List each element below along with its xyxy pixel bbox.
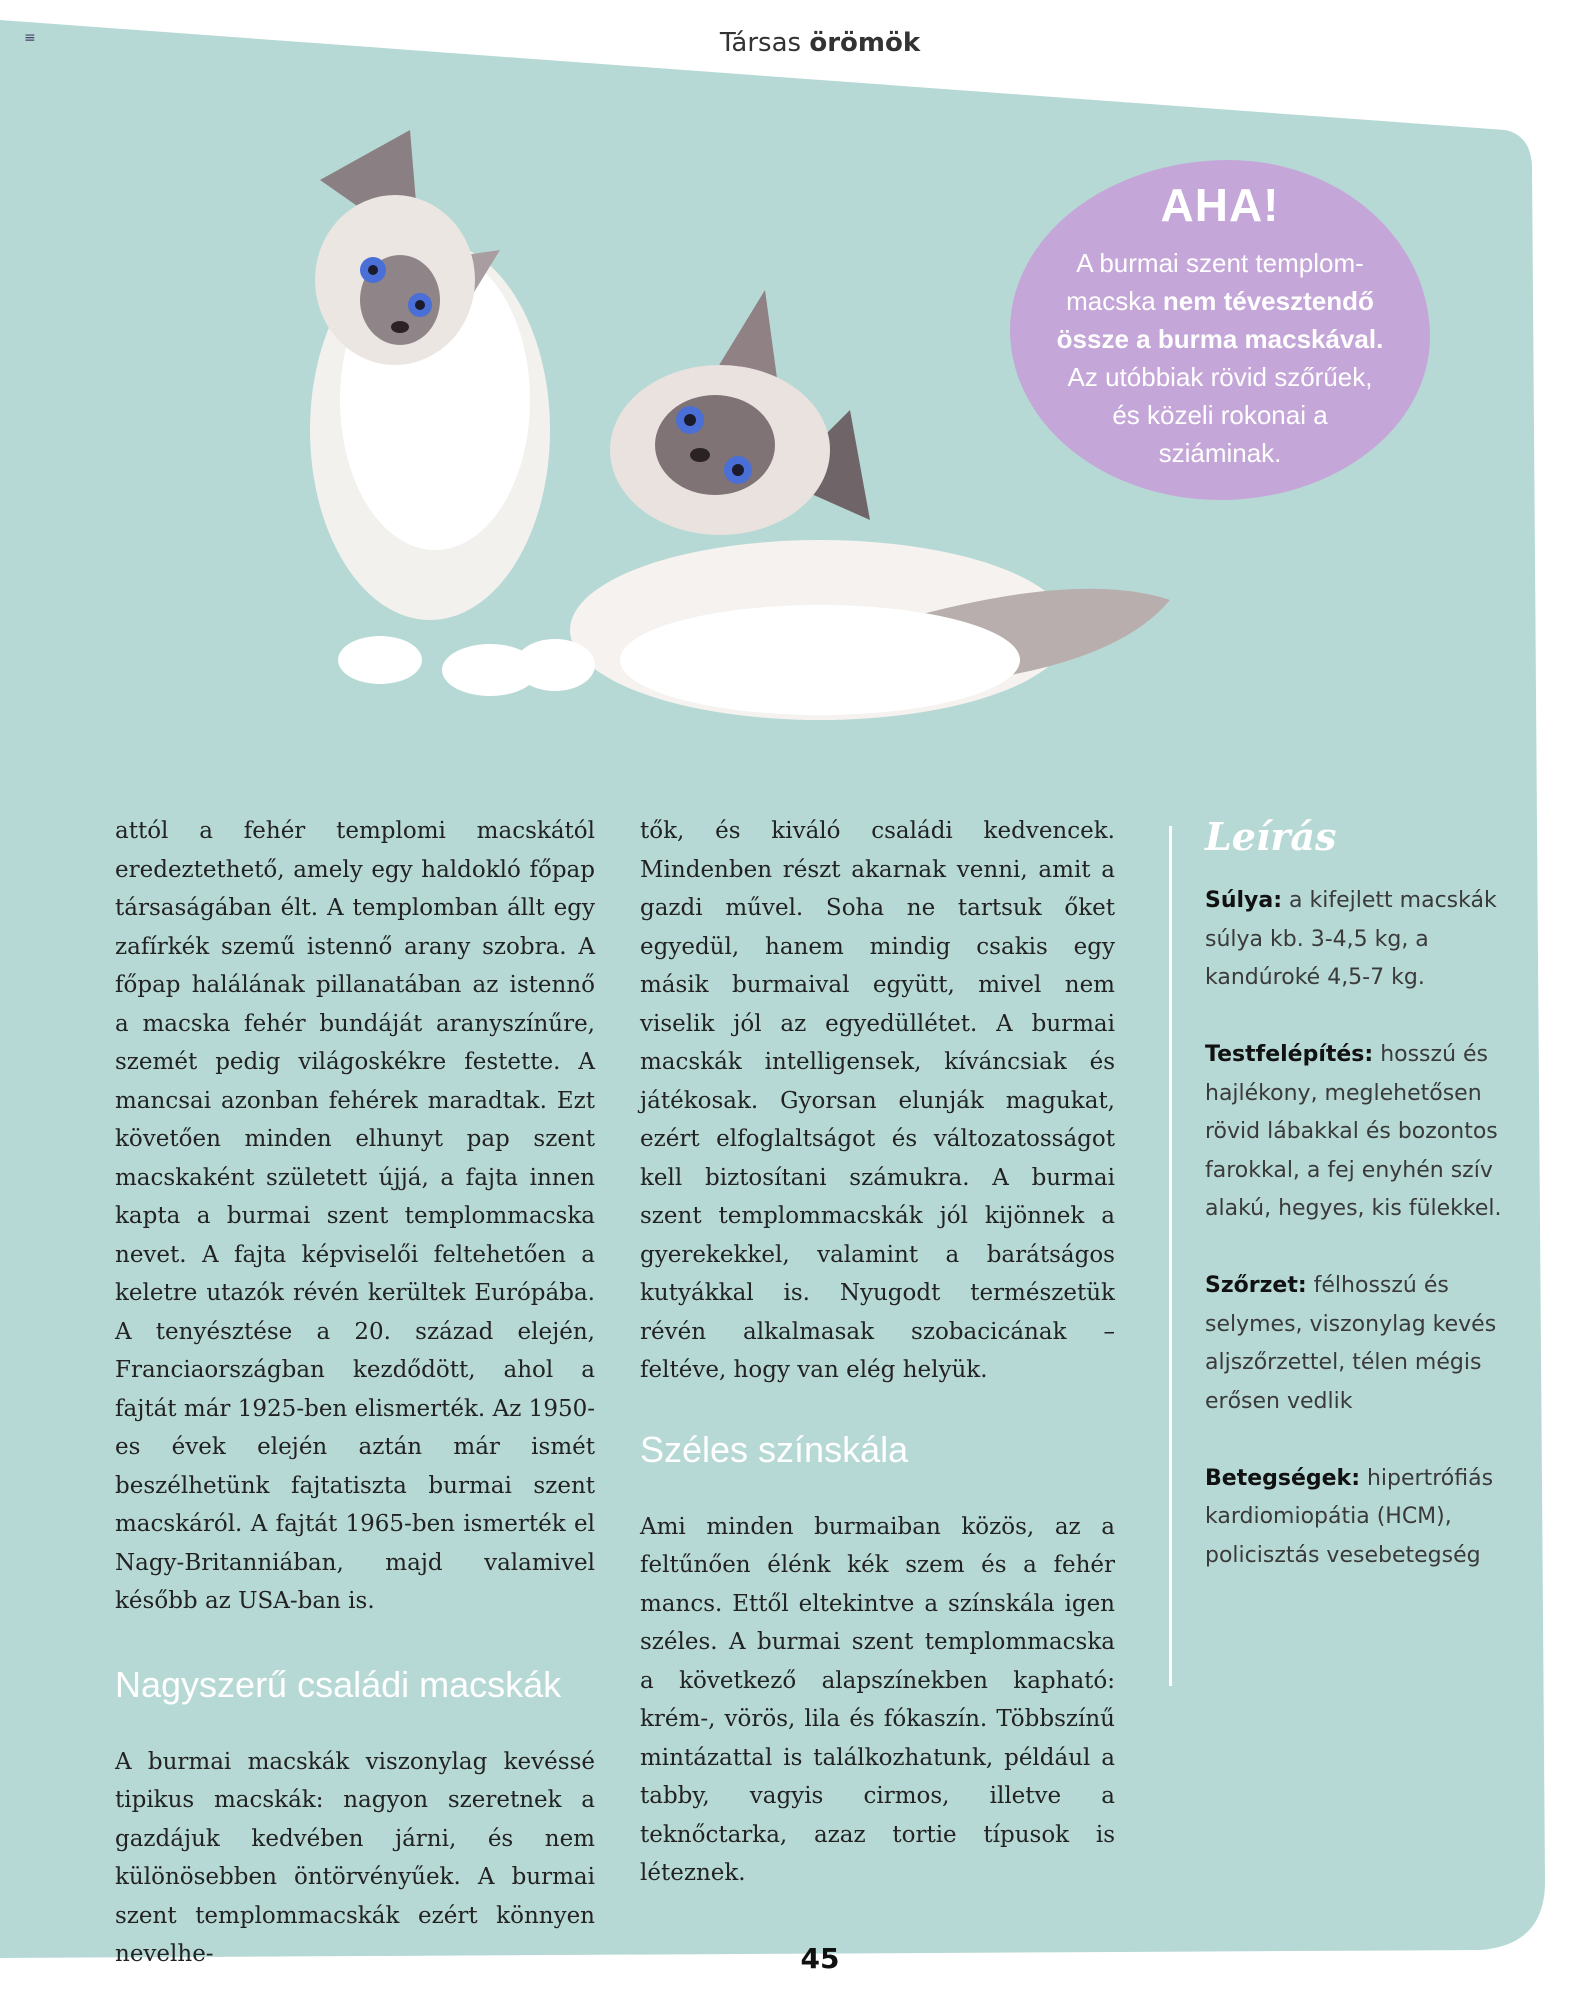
sidebar-text: félhosszú és selymes, viszonylag kevés aljszőrzettel, télen mégis erősen vedlik (1205, 1273, 1497, 1414)
sidebar-label: Szőrzet: (1205, 1273, 1307, 1298)
article-column-2 (640, 812, 1115, 1893)
sidebar-text: hipertrófiás kardiomiopátia (HCM), policisztás vesebetegség (1205, 1465, 1494, 1568)
article-column-1 (115, 812, 595, 1974)
sidebar-item-diseases (1205, 1460, 1505, 1576)
sidebar-label: Betegségek: (1205, 1465, 1360, 1491)
subheading-color-range: Széles színskála (640, 1428, 909, 1470)
page-number: 45 (800, 1942, 840, 1975)
aha-text-part2: Az utóbbiak rövid szőrűek, és közeli rokonai a sziáminak. (1067, 362, 1373, 468)
sidebar-title: Leírás (1205, 814, 1337, 859)
aha-text-part1: A burmai szent templom-macska (1066, 248, 1364, 316)
aha-title: AHA! (1160, 179, 1280, 231)
sidebar-item-weight (1205, 882, 1505, 998)
sitting-kitten-image (310, 130, 550, 696)
sidebar-text: a kifejlett macskák súlya kb. 3-4,5 kg, a kandúroké 4,5-7 kg. (1205, 888, 1497, 990)
column-divider (1169, 826, 1172, 1686)
aha-text-bold: nem tévesztendő össze a burma macskával. (1056, 286, 1384, 354)
col2-paragraph-2: Ami minden burmaiban közös, az a feltűnően élénk kék szem és a fehér mancs. Ettől eltekintve a színskála igen széles. A burmai szent templommacska a következő alapszínekben kapható: krém-, vörös, lila és fókaszín. Többszínű mintázattal is találkozhatunk, például a tabby, vagyis cirmos, illetve a teknőctarka, azaz tortie típusok is léteznek. (640, 1513, 1115, 1886)
subheading-family-cats: Nagyszerű családi macskák (115, 1663, 562, 1705)
section-header-bold: örömök (809, 28, 921, 58)
section-header (0, 28, 1593, 58)
section-header-light: Társas (719, 28, 802, 58)
sidebar-label: Súlya: (1205, 888, 1283, 913)
sidebar-text: hosszú és hajlékony, meglehetősen rövid lábakkal és bozontos farokkal, a fej enyhén szív alakú, hegyes, kis fülekkel. (1205, 1042, 1502, 1221)
description-sidebar (1205, 812, 1505, 1614)
sidebar-item-build (1205, 1036, 1505, 1229)
sidebar-item-coat (1205, 1267, 1505, 1421)
col1-paragraph-2: A burmai macskák viszonylag kevéssé tipikus macskák: nagyon szeretnek a gazdájuk kedvében járni, és nem különösebben öntörvényűek. A burmai szent templommacskák ezért könnyen nevelhe- (115, 1748, 595, 1967)
aha-info-bubble (1010, 160, 1430, 500)
aha-text (1055, 244, 1385, 472)
menu-icon: ≡ (24, 30, 36, 46)
sidebar-label: Testfelépítés: (1205, 1042, 1374, 1067)
col1-paragraph-1: attól a fehér templomi macskától eredeztethető, amely egy haldokló főpap társaságában élt. A templomban állt egy zafírkék szemű istennő arany szobra. A főpap halálának pillanatában az istennő a macska fehér bundáját aranyszínűre, szemét pedig világoskékre festette. A mancsai azonban fehérek maradtak. Ezt követően minden elhunyt pap szent macskaként született újjá, a fajta innen kapta a burmai szent templommacska nevet. A fajta képviselői feltehetően a keletre utazók révén kerültek Európába. A tenyésztése a 20. század elején, Franciaországban kezdődött, ahol a fajtát már 1925-ben elismerték. Az 1950-es évek elején aztán már ismét beszélhetünk fajtatiszta burmai szent macskáról. A fajtát 1965-ben ismerték el Nagy-Britanniában, majd valamivel később az USA-ban is. (115, 818, 595, 1614)
col2-paragraph-1: tők, és kiváló családi kedvencek. Mindenben részt akarnak venni, amit a gazdi művel. Soha ne tartsuk őket egyedül, hanem mindig csakis egy másik burmaival együtt, mivel nem viselik jól az egyedüllétet. A burmai macskák intelligensek, kíváncsiak és játékosak. Gyorsan elunják magukat, ezért elfoglaltságot és változatosságot kell biztosítani számukra. A burmai szent templommacskák jól kijönnek a gyerekekkel, valamint a barátságos kutyákkal is. Nyugodt természetük révén alkalmasak szobacicának – feltéve, hogy van elég helyük. (640, 818, 1115, 1383)
